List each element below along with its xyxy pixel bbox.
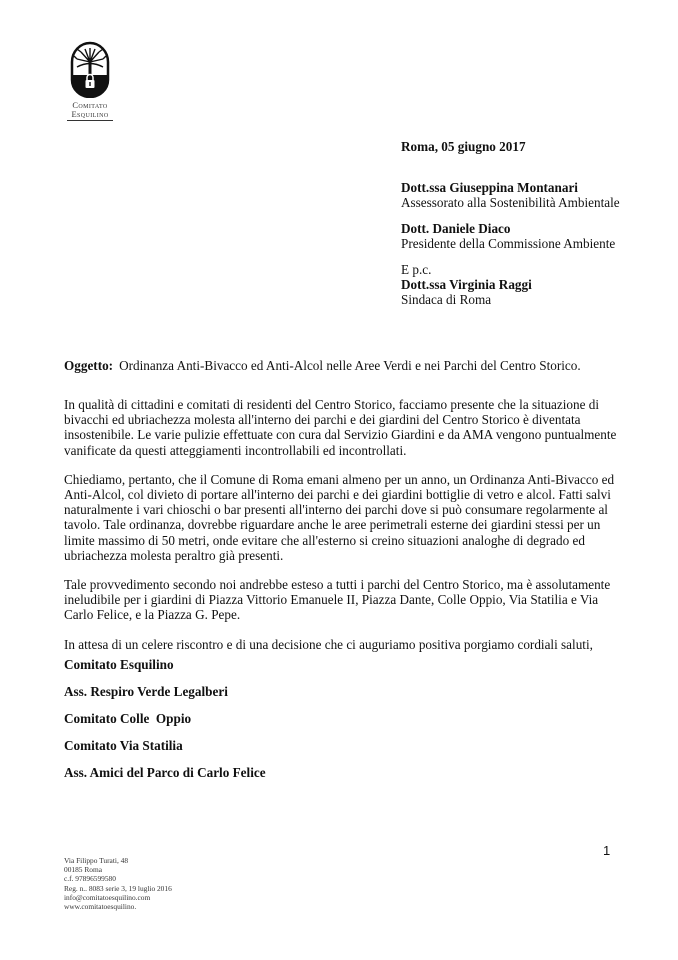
recipient-name: Dott.ssa Giuseppina Montanari [401, 180, 578, 195]
footer-website: www.comitatoesquilino. [64, 902, 137, 912]
letter-body [64, 397, 630, 666]
cc-recipient [401, 262, 620, 307]
page-number: 1 [603, 843, 611, 858]
cc-role: Sindaca di Roma [401, 292, 492, 307]
closing-paragraph: In attesa di un celere riscontro e di una decisione che ci auguriamo positiva porgiamo cordiali saluti, [64, 636, 593, 652]
logo [66, 40, 114, 121]
recipient-name: Dott. Daniele Diaco [401, 221, 511, 236]
footer-address [64, 856, 172, 911]
recipient-role: Assessorato alla Sostenibilità Ambientale [401, 195, 620, 210]
signatories-list [64, 657, 266, 792]
body-paragraph: In qualità di cittadini e comitati di residenti del Centro Storico, facciamo presente che la situazione di bivacchi ed ubriachezza molesta all'interno dei parchi e dei giardini del Centro Storico è diventata insostenibile. Le varie pulizie effettuate con cura dal Servizio Giardini e da AMA vengono puntualmente vanificate da questi atteggiamenti incontrollabili ed incontrollati. [64, 397, 617, 458]
logo-name-line1: Comitato [72, 100, 108, 110]
tree-emblem-icon [69, 40, 111, 98]
footer-city: 00185 Roma [64, 865, 102, 875]
recipients-block [401, 180, 620, 318]
signatory: Ass. Amici del Parco di Carlo Felice [64, 765, 266, 780]
letter-date: Roma, 05 giugno 2017 [401, 139, 526, 154]
subject-text: Ordinanza Anti-Bivacco ed Anti-Alcol nelle Aree Verdi e nei Parchi del Centro Storico. [119, 358, 581, 373]
body-paragraph: Tale provvedimento secondo noi andrebbe esteso a tutti i parchi del Centro Storico, ma è assolutamente ineludibile per i giardini di Piazza Vittorio Emanuele II, Piazza Dante, Colle Oppio, Via Statilia e Via Carlo Felice, e la Piazza G. Pepe. [64, 577, 611, 623]
footer-email: info@comitatoesquilino.com [64, 892, 151, 902]
recipient [401, 180, 620, 210]
footer-street: Via Filippo Turati, 48 [64, 856, 129, 865]
footer-tax-code: c.f. 97896599580 [64, 874, 116, 884]
body-paragraph: Chiediamo, pertanto, che il Comune di Roma emani almeno per un anno, un Ordinanza Anti-Bivacco ed Anti-Alcol, col divieto di portare all'interno dei parchi e dei giardini bottiglie di vetro e alcol. Fatti salvi naturalmente i vari chioschi o bar presenti all'interno dei parchi dove si può consumare regolarmente al tavolo. Tale ordinanza, dovrebbe riguardare anche le aree perimetrali esterne dei giardini stessi per un limite massimo di 50 metri, onde evitare che all'esterno si creino situazioni analoghe di degrado ed ubriachezza molesta peraltro già presenti. [64, 471, 615, 563]
logo-underline [67, 120, 113, 121]
cc-prefix: E p.c. [401, 262, 432, 277]
signatory: Ass. Respiro Verde Legalberi [64, 684, 228, 699]
subject-line [64, 358, 644, 374]
subject-label: Oggetto: [64, 358, 114, 373]
footer-registration: Reg. n.. 8083 serie 3, 19 luglio 2016 [64, 883, 172, 893]
cc-name: Dott.ssa Virginia Raggi [401, 277, 532, 292]
logo-name-line2: Esquilino [71, 109, 109, 119]
signatory: Comitato Via Statilia [64, 738, 183, 753]
signatory: Comitato Esquilino [64, 657, 174, 672]
signatory: Comitato Colle Oppio [64, 711, 192, 726]
recipient [401, 221, 620, 251]
recipient-role: Presidente della Commissione Ambiente [401, 236, 616, 251]
